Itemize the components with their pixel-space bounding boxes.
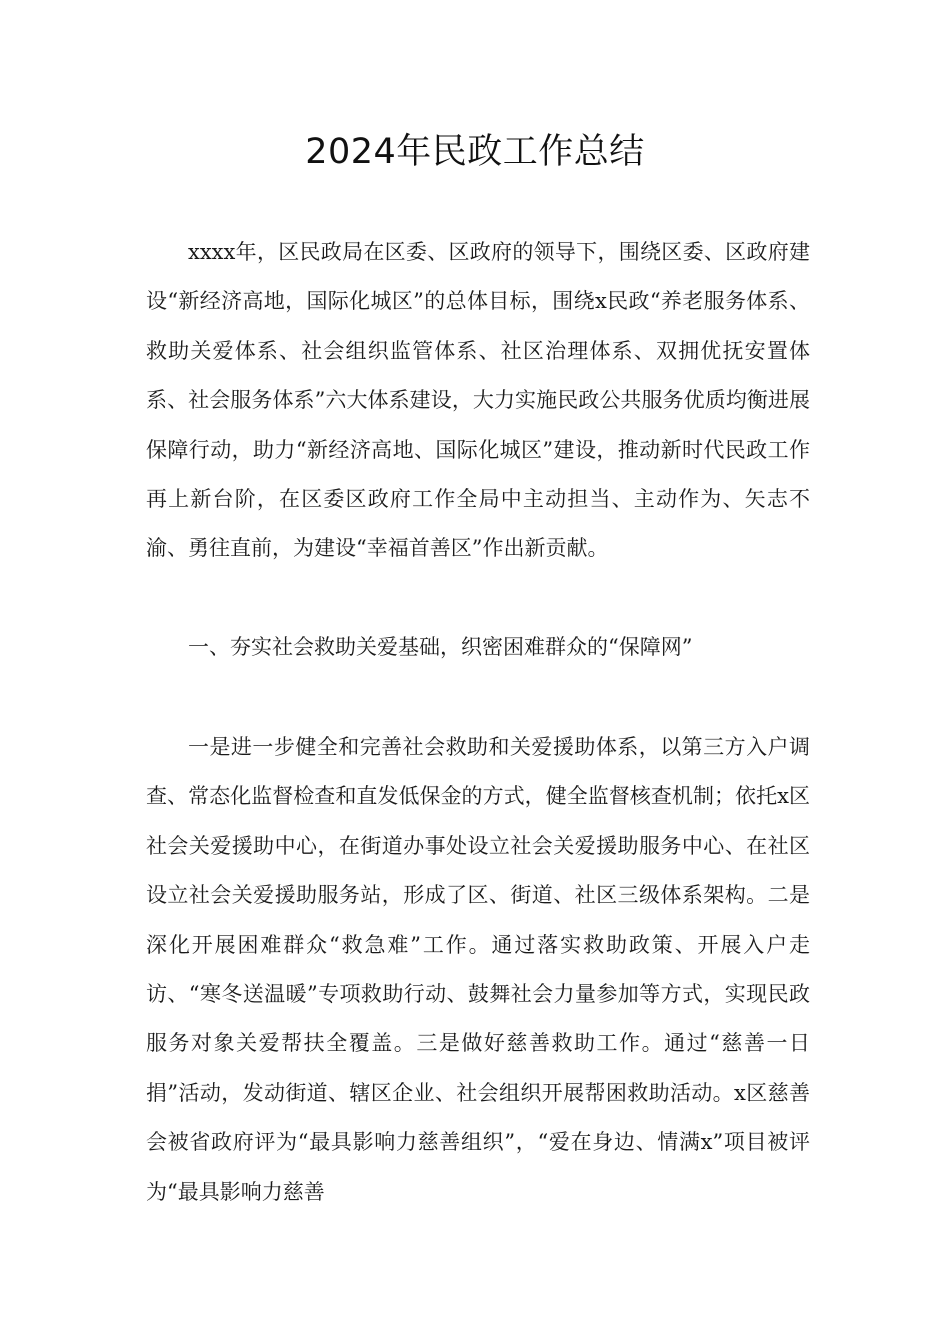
section-heading-block	[146, 623, 810, 672]
section-1-body-block	[146, 723, 810, 1217]
document-title: 2024年民政工作总结	[305, 132, 645, 172]
intro-paragraph: xxxx年，区民政局在区委、区政府的领导下，围绕区委、区政府建设“新经济高地，国际化城区”的总体目标，围绕x民政“养老服务体系、救助关爱体系、社会组织监管体系、社区治理体系、双拥优抚安置体系、社会服务体系”六大体系建设，大力实施民政公共服务优质均衡进展保障行动，助力“新经济高地、国际化城区”建设，推动新时代民政工作再上新台阶，在区委区政府工作全局中主动担当、主动作为、矢志不渝、勇往直前，为建设“幸福首善区”作出新贡献。	[146, 240, 810, 561]
section-1-heading: 一、夯实社会救助关爱基础，织密困难群众的“保障网”	[188, 635, 693, 659]
section-1-paragraph: 一是进一步健全和完善社会救助和关爱援助体系，以第三方入户调查、常态化监督检查和直发低保金的方式，健全监督核查机制；依托x区社会关爱援助中心，在街道办事处设立社会关爱援助服务中心、在社区设立社会关爱援助服务站，形成了区、街道、社区三级体系架构。二是深化开展困难群众“救急难”工作。通过落实救助政策、开展入户走访、“寒冬送温暖”专项救助行动、鼓舞社会力量参加等方式，实现民政服务对象关爱帮扶全覆盖。三是做好慈善救助工作。通过“慈善一日捐”活动，发动街道、辖区企业、社会组织开展帮困救助活动。x区慈善会被省政府评为“最具影响力慈善组织”，“爱在身边、情满x”项目被评为“最具影响力慈善	[146, 735, 810, 1204]
intro-section	[146, 228, 810, 574]
